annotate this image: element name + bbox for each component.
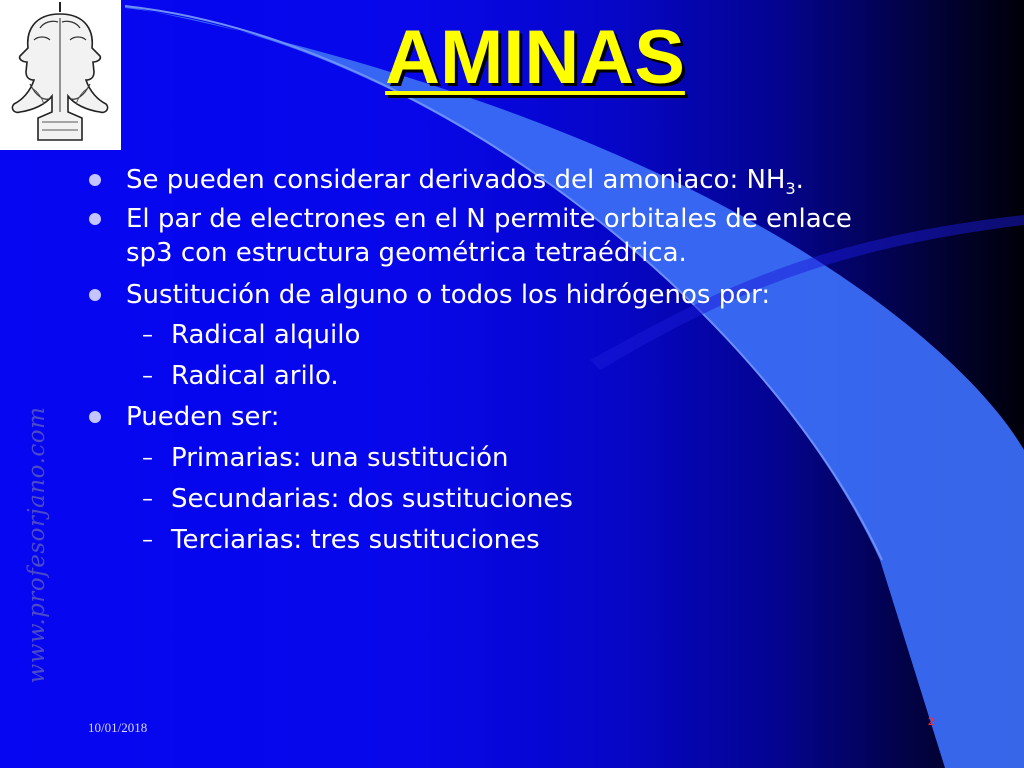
slide-title: AMINAS	[385, 15, 685, 100]
dash-icon: –	[142, 364, 153, 389]
dash-icon: –	[142, 323, 153, 348]
dash-icon: –	[142, 528, 153, 553]
bullet-icon	[89, 174, 101, 186]
list-item: Pueden ser:	[126, 402, 280, 432]
dash-icon: –	[142, 446, 153, 471]
sub-list-item: Secundarias: dos sustituciones	[171, 484, 573, 514]
page-number: 2	[928, 714, 934, 728]
sub-list-item: Radical alquilo	[171, 320, 361, 350]
watermark-url: www.profesorjano.com	[24, 406, 50, 684]
list-item-line: sp3 con estructura geométrica tetraédrica.	[126, 238, 687, 268]
bullet-icon	[89, 411, 101, 423]
dash-icon: –	[142, 487, 153, 512]
sub-list-item: Primarias: una sustitución	[171, 443, 509, 473]
list-item: Sustitución de alguno o todos los hidrógenos por:	[126, 280, 771, 310]
sub-list-item: Radical arilo.	[171, 361, 339, 391]
subscript: 3	[785, 179, 796, 199]
list-item-tail: .	[795, 165, 804, 195]
sub-list-item: Terciarias: tres sustituciones	[171, 525, 540, 555]
list-item	[126, 164, 804, 199]
footer-date: 10/01/2018	[88, 720, 148, 735]
bullet-icon	[89, 289, 101, 301]
list-item-text: Se pueden considerar derivados del amoniaco: NH	[126, 165, 786, 195]
bullet-icon	[89, 213, 101, 225]
list-item-line: El par de electrones en el N permite orbitales de enlace	[126, 204, 852, 234]
